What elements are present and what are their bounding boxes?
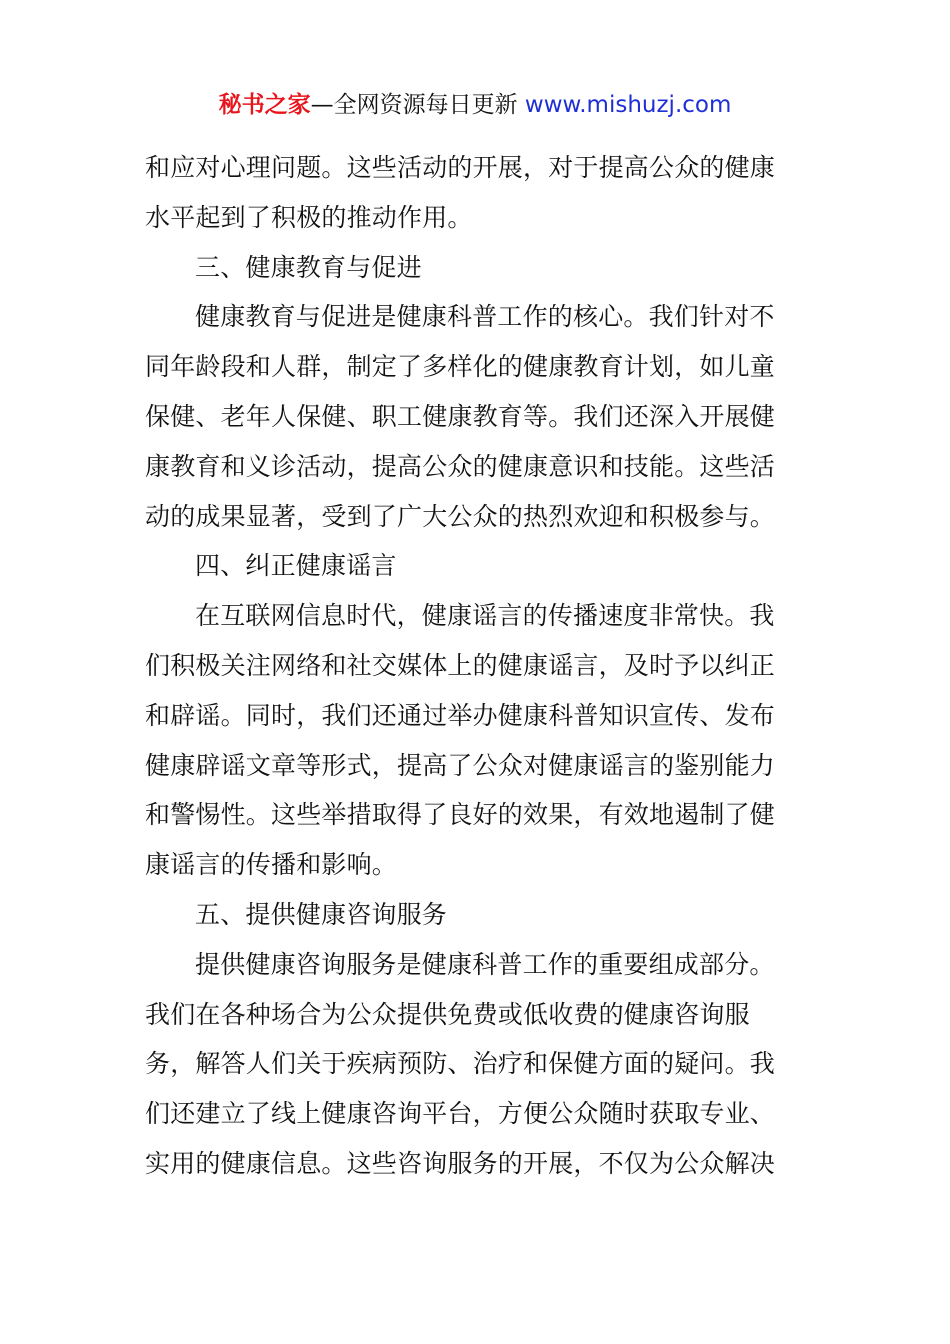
- text-line: 康谣言的传播和影响。: [145, 850, 398, 880]
- page-header: [0, 88, 950, 122]
- site-url-link[interactable]: www.mishuzj.com: [524, 92, 732, 118]
- text-line: 同年龄段和人群，制定了多样化的健康教育计划，如儿童: [145, 352, 776, 382]
- text-line: 水平起到了积极的推动作用。: [145, 202, 473, 232]
- text-line: 们积极关注网络和社交媒体上的健康谣言，及时予以纠正: [145, 650, 776, 680]
- text-line: 康教育和义诊活动，提高公众的健康意识和技能。这些活: [145, 451, 776, 481]
- text-line: 在互联网信息时代，健康谣言的传播速度非常快。我: [195, 601, 775, 631]
- text-line: 健康教育与促进是健康科普工作的核心。我们针对不: [195, 302, 775, 332]
- site-brand: 秘书之家: [218, 92, 311, 118]
- text-line: 健康辟谣文章等形式，提高了公众对健康谣言的鉴别能力: [145, 750, 776, 780]
- text-line: 和应对心理问题。这些活动的开展，对于提高公众的健康: [145, 153, 776, 182]
- text-line: 们还建立了线上健康咨询平台，方便公众随时获取专业、: [145, 1099, 776, 1129]
- text-line: 提供健康咨询服务是健康科普工作的重要组成部分。: [195, 949, 775, 979]
- site-slogan: —全网资源每日更新: [310, 92, 518, 118]
- text-line: 实用的健康信息。这些咨询服务的开展，不仅为公众解决: [145, 1148, 776, 1178]
- text-line: 保健、老年人保健、职工健康教育等。我们还深入开展健: [145, 401, 776, 431]
- text-line: 动的成果显著，受到了广大公众的热烈欢迎和积极参与。: [145, 501, 776, 531]
- document-body: [145, 148, 810, 1194]
- text-line: 三、健康教育与促进: [195, 252, 422, 282]
- text-line: 五、提供健康咨询服务: [195, 899, 448, 929]
- text-line: 务，解答人们关于疾病预防、治疗和保健方面的疑问。我: [145, 1049, 776, 1079]
- text-line: 和辟谣。同时，我们还通过举办健康科普知识宣传、发布: [145, 700, 776, 730]
- text-line: 我们在各种场合为公众提供免费或低收费的健康咨询服: [145, 999, 750, 1029]
- text-line: 和警惕性。这些举措取得了良好的效果，有效地遏制了健: [145, 800, 776, 830]
- text-line: 四、纠正健康谣言: [195, 551, 397, 581]
